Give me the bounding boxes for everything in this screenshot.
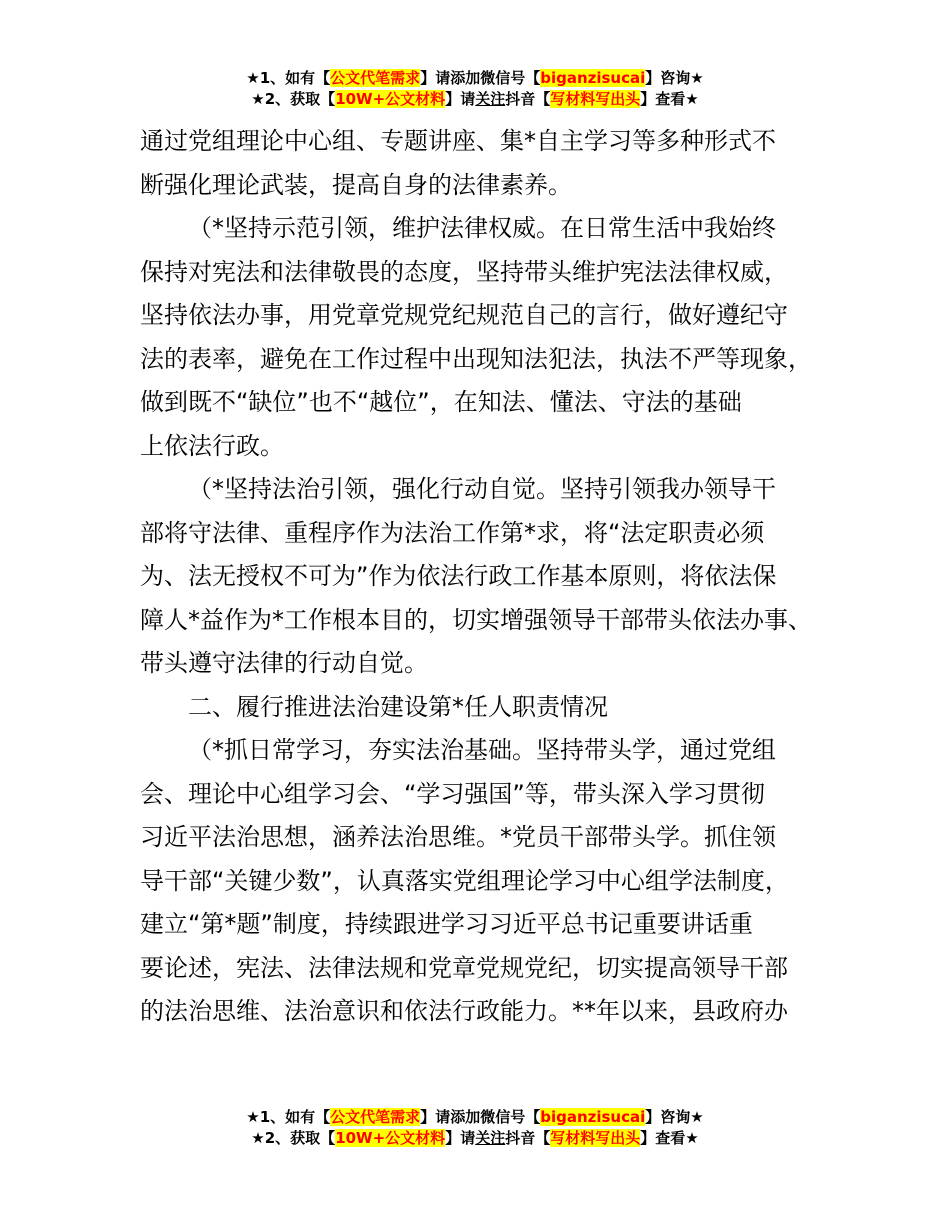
banner-text: ★1、如有【 [246, 1108, 331, 1126]
banner-text: 】请添加微信号【 [420, 69, 541, 87]
banner-wechat-id: biganzisucai [540, 1108, 646, 1126]
banner-text: 】查看★ [640, 90, 699, 108]
paragraph-3 [140, 468, 840, 686]
banner-wechat-id: biganzisucai [540, 69, 646, 87]
banner-douyin-account: 写材料写出头 [550, 90, 641, 108]
paragraph-2 [140, 207, 840, 468]
text-line: 为、法无授权不可为”作为依法行政工作基本原则，将依法保 [140, 562, 777, 590]
banner-douyin-account: 写材料写出头 [550, 1129, 641, 1147]
text-line: 保持对宪法和法律敬畏的态度，坚持带头维护宪法法律权威， [140, 257, 788, 286]
text-line: 导干部“关键少数”，认真落实党组理论学习中心组学法制度， [140, 866, 789, 895]
text-line: 的法治思维、法治意识和依法行政能力。**年以来，县政府办 [140, 997, 788, 1025]
banner-follow: 关注 [475, 1129, 506, 1147]
banner-text: 】咨询★ [645, 69, 704, 87]
banner-text: ★1、如有【 [246, 69, 331, 87]
document-body [140, 120, 840, 1034]
text-line: 部将守法律、重程序作为法治工作第*求，将“法定职责必须 [140, 518, 765, 547]
banner-text: 抖音【 [505, 90, 551, 108]
banner-line-1 [0, 68, 950, 89]
text-line: 坚持依法办事，用党章党规党纪规范自己的言行，做好遵纪守 [140, 301, 788, 329]
banner-follow: 关注 [475, 90, 506, 108]
text-line: （*坚持法治引领，强化行动自觉。坚持引领我办领导干 [188, 475, 776, 503]
text-line: 断强化理论武装，提高自身的法律素养。 [140, 170, 572, 199]
text-line: 习近平法治思想，涵养法治思维。*党员干部带头学。抓住领 [140, 823, 776, 851]
section-heading [140, 686, 840, 730]
paragraph-4 [140, 729, 840, 1034]
banner-text: 】查看★ [640, 1129, 699, 1147]
banner-text: 】请 [445, 1129, 476, 1147]
heading-text: 二、履行推进法治建设第*任人职责情况 [188, 692, 608, 721]
banner-text: 抖音【 [505, 1129, 551, 1147]
banner-highlight: 10W+公文材料 [335, 90, 446, 108]
text-line: 带头遵守法律的行动自觉。 [140, 649, 428, 677]
banner-highlight: 10W+公文材料 [335, 1129, 446, 1147]
banner-text: 】请添加微信号【 [420, 1108, 541, 1126]
header-banner [0, 68, 950, 110]
banner-text: 】咨询★ [645, 1108, 704, 1126]
banner-line-1 [0, 1107, 950, 1128]
banner-line-2 [0, 89, 950, 110]
banner-highlight: 公文代笔需求 [330, 1108, 421, 1126]
text-line: 障人*益作为*工作根本目的，切实增强领导干部带头依法办事、 [140, 605, 812, 634]
banner-text: ★2、获取【 [251, 90, 336, 108]
text-line: 法的表率，避免在工作过程中出现知法犯法，执法不严等现象， [140, 344, 812, 373]
text-line: 通过党组理论中心组、专题讲座、集*自主学习等多种形式不 [140, 127, 776, 155]
text-line: 上依法行政。 [140, 431, 284, 460]
text-line: 做到既不“缺位”也不“越位”，在知法、懂法、守法的基础 [140, 388, 742, 416]
footer-banner [0, 1107, 950, 1149]
text-line: 建立“第*题”制度，持续跟进学习习近平总书记重要讲话重 [140, 910, 753, 938]
text-line: 要论述，宪法、法律法规和党章党规党纪，切实提高领导干部 [140, 953, 788, 982]
text-line: （*坚持示范引领，维护法律权威。在日常生活中我始终 [188, 214, 776, 242]
text-line: 会、理论中心组学习会、“学习强国”等，带头深入学习贯彻 [140, 779, 765, 808]
banner-text: 】请 [445, 90, 476, 108]
text-line: （*抓日常学习，夯实法治基础。坚持带头学，通过党组 [188, 736, 776, 764]
paragraph-1 [140, 120, 840, 207]
banner-highlight: 公文代笔需求 [330, 69, 421, 87]
banner-text: ★2、获取【 [251, 1129, 336, 1147]
banner-line-2 [0, 1128, 950, 1149]
